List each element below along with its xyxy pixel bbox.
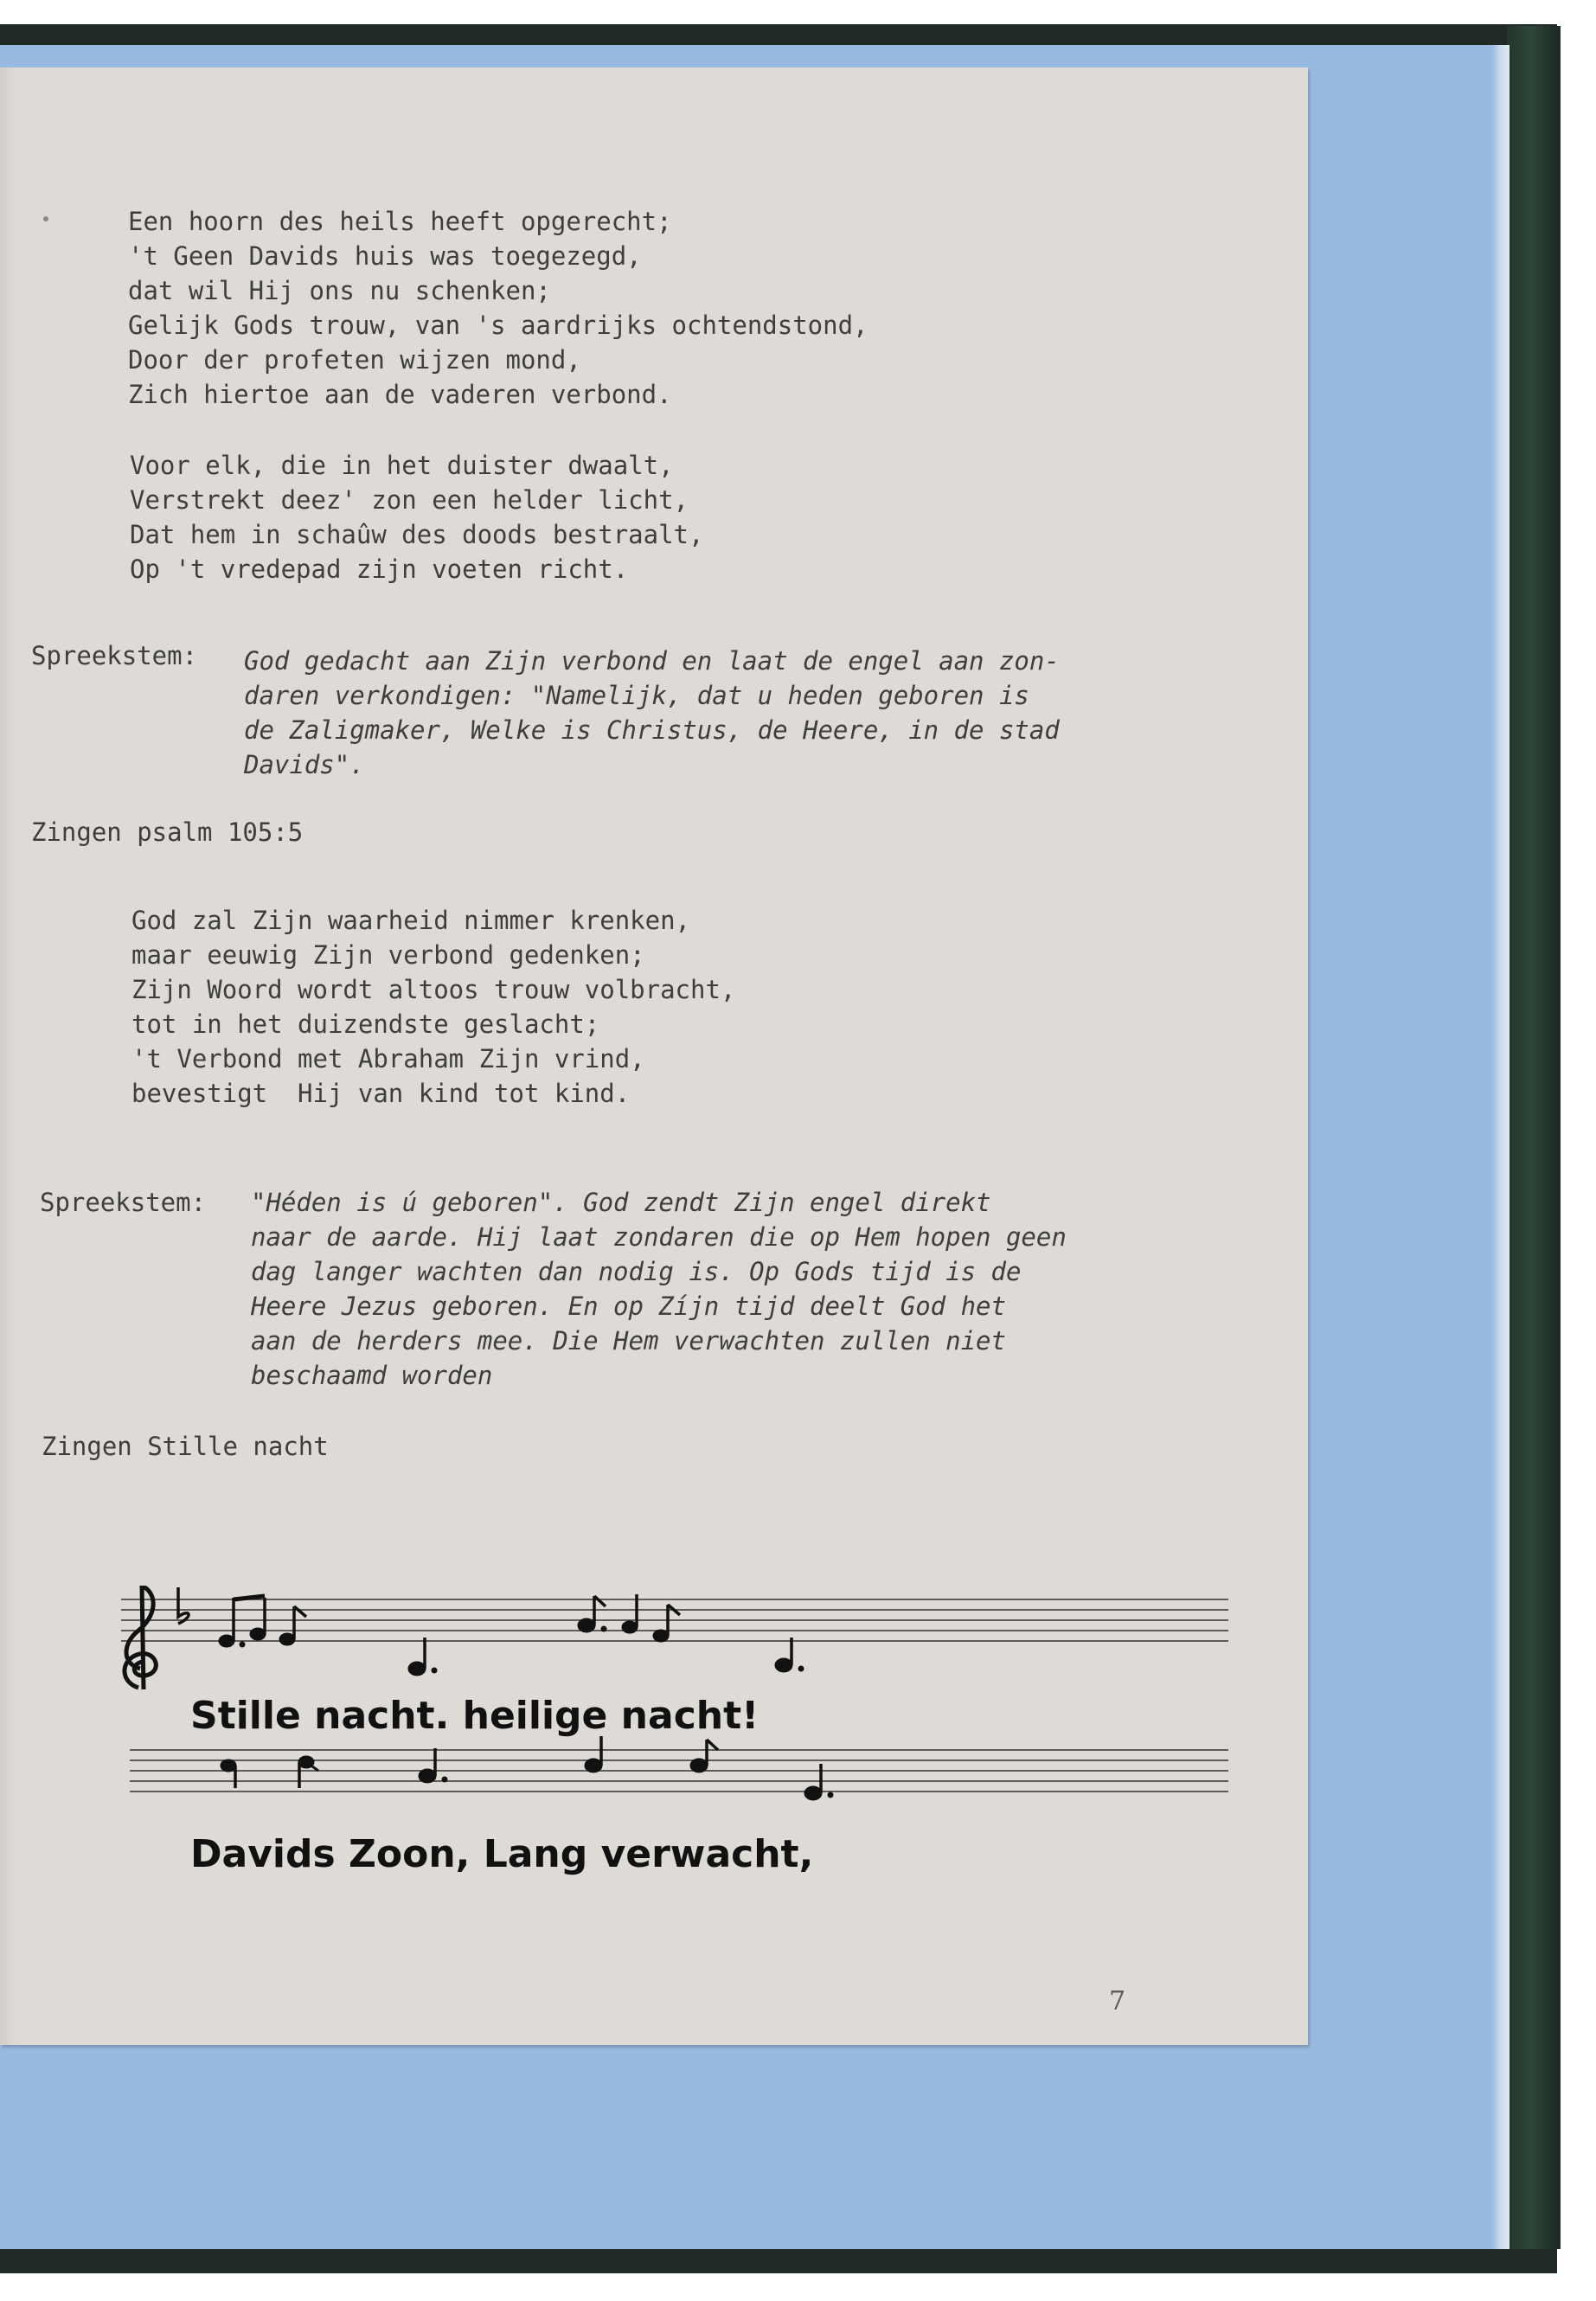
speaker-label: Spreekstem: <box>40 1188 207 1217</box>
verse-line: Zijn Woord wordt altoos trouw volbracht, <box>131 975 736 1004</box>
verse-line: Gelijk Gods trouw, van 's aardrijks ochtendstond, <box>128 311 869 340</box>
blue-sheet-edge <box>1492 45 1509 2249</box>
paper-sheet <box>0 67 1308 2045</box>
notes-staff-1 <box>219 1594 804 1676</box>
speaker-line: "Héden is ú geboren". God zendt Zijn engel direkt <box>251 1188 991 1217</box>
speaker-line: daren verkondigen: "Namelijk, dat u heden geboren is <box>244 681 1029 710</box>
speaker-line: Davids". <box>244 750 365 779</box>
speaker-line: de Zaligmaker, Welke is Christus, de Heere, in de stad <box>244 715 1060 745</box>
speaker-label: Spreekstem: <box>31 641 198 670</box>
verse-line: Verstrekt deez' zon een helder licht, <box>130 485 689 515</box>
sing-instruction: Zingen Stille nacht <box>42 1432 329 1461</box>
staff-2 <box>130 1750 1228 1791</box>
lyric-line: Stille nacht. heilige nacht! <box>190 1694 760 1738</box>
verse-line: Zich hiertoe aan de vaderen verbond. <box>128 380 672 409</box>
speaker-line: aan de herders mee. Die Hem verwachten zullen niet <box>251 1326 1006 1356</box>
verse-line: dat wil Hij ons nu schenken; <box>128 276 551 305</box>
treble-clef-icon <box>125 1586 156 1689</box>
verse-line: tot in het duizendste geslacht; <box>131 1009 600 1039</box>
book-spine <box>1507 26 1561 2249</box>
verse-line: bevestigt Hij van kind tot kind. <box>131 1079 631 1108</box>
notes-staff-2 <box>221 1736 833 1800</box>
sing-instruction: Zingen psalm 105:5 <box>31 817 304 847</box>
ink-speck <box>43 216 48 221</box>
flat-icon <box>178 1587 189 1624</box>
speaker-line: dag langer wachten dan nodig is. Op Gods tijd is de <box>251 1257 1022 1286</box>
speaker-line: God gedacht aan Zijn verbond en laat de engel aan zon- <box>244 646 1060 676</box>
speaker-line: Heere Jezus geboren. En op Zíjn tijd deelt God het <box>251 1292 1006 1321</box>
speaker-line: naar de aarde. Hij laat zondaren die op Hem hopen geen <box>251 1222 1067 1252</box>
verse-line: 't Geen Davids huis was toegezegd, <box>128 241 642 271</box>
verse-line: Voor elk, die in het duister dwaalt, <box>130 451 674 480</box>
verse-line: Dat hem in schaûw des doods bestraalt, <box>130 520 704 549</box>
verse-line: 't Verbond met Abraham Zijn vrind, <box>131 1044 645 1074</box>
verse-line: Op 't vredepad zijn voeten richt. <box>130 554 629 584</box>
verse-line: maar eeuwig Zijn verbond gedenken; <box>131 940 645 970</box>
sheet-shadow <box>0 67 16 2045</box>
speaker-line: beschaamd worden <box>251 1361 493 1390</box>
verse-line: Een hoorn des heils heeft opgerecht; <box>128 207 672 236</box>
verse-line: God zal Zijn waarheid nimmer krenken, <box>131 906 691 935</box>
verse-line: Door der profeten wijzen mond, <box>128 345 581 375</box>
lyric-line: Davids Zoon, Lang verwacht, <box>190 1832 814 1876</box>
page-number: 7 <box>1109 1986 1126 2016</box>
